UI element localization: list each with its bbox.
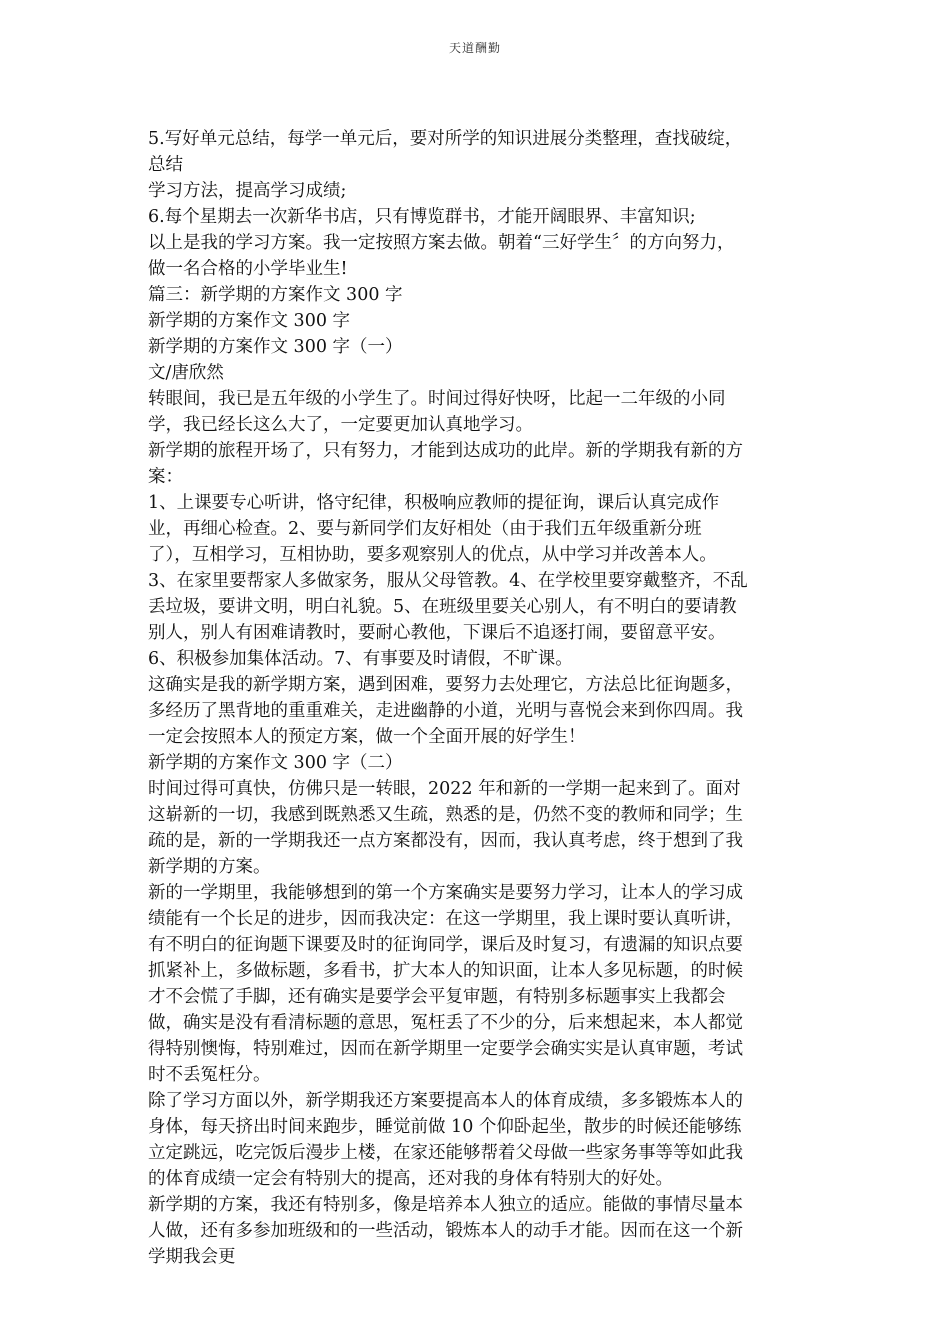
text-line: 时不丢冤枉分。 — [148, 1065, 271, 1085]
text-line: 新学期的方案作文 300 字（二） — [148, 753, 403, 773]
text-line: 新学期的方案。 — [148, 857, 271, 877]
page-header: 天道酬勤 — [448, 41, 501, 55]
text-line: 做一名合格的小学毕业生! — [148, 259, 348, 279]
text-line: 以上是我的学习方案。我一定按照方案去做。朝着“三好学生〞的方向努力， — [148, 233, 735, 253]
text-line: 抓紧补上，多做标题，多看书，扩大本人的知识面，让本人多见标题，的时候 — [148, 961, 743, 981]
text-line: 1、上课要专心听讲，恪守纪律，积极响应教师的提征询，课后认真完成作 — [148, 493, 720, 513]
text-line: 疏的是，新的一学期我还一点方案都没有，因而，我认真考虑，终于想到了我 — [148, 831, 743, 851]
text-line: 新学期的旅程开场了，只有努力，才能到达成功的此岸。新的学期我有新的方 — [148, 441, 743, 461]
text-line: 新学期的方案作文 300 字 — [148, 311, 351, 331]
text-line: 身体，每天挤出时间来跑步，睡觉前做 10 个仰卧起坐，散步的时候还能够练 — [148, 1117, 742, 1137]
text-line: 5.写好单元总结，每学一单元后，要对所学的知识进展分类整理，查找破绽， — [148, 129, 743, 149]
text-line: 这确实是我的新学期方案，遇到困难，要努力去处理它，方法总比征询题多， — [148, 675, 743, 695]
text-line: 有不明白的征询题下课要及时的征询同学，课后及时复习，有遗漏的知识点要 — [148, 935, 743, 955]
text-line: 多经历了黑背地的重重难关，走进幽静的小道，光明与喜悦会来到你四周。我 — [148, 701, 743, 721]
text-line: 绩能有一个长足的进步，因而我决定：在这一学期里，我上课时要认真听讲， — [148, 909, 743, 929]
text-line: 篇三：新学期的方案作文 300 字 — [148, 285, 403, 305]
text-line: 学习方法，提高学习成绩; — [148, 181, 347, 201]
text-line: 除了学习方面以外，新学期我还方案要提高本人的体育成绩，多多锻炼本人的 — [148, 1091, 743, 1111]
text-line: 这崭新的一切，我感到既熟悉又生疏，熟悉的是，仍然不变的教师和同学；生 — [148, 805, 743, 825]
text-line: 时间过得可真快，仿佛只是一转眼，2022 年和新的一学期一起来到了。面对 — [148, 779, 741, 799]
text-line: 才不会慌了手脚，还有确实是要学会平复审题，有特别多标题事实上我都会 — [148, 987, 726, 1007]
text-line: 一定会按照本人的预定方案，做一个全面开展的好学生！ — [148, 727, 586, 747]
text-line: 得特别懊悔，特别难过，因而在新学期里一定要学会确实实是认真审题，考试 — [148, 1039, 743, 1059]
text-line: 6、积极参加集体活动。7、有事要及时请假，不旷课。 — [148, 649, 573, 669]
text-line: 新的一学期里，我能够想到的第一个方案确实是要努力学习，让本人的学习成 — [148, 883, 743, 903]
text-line: 总结 — [148, 155, 183, 175]
text-line: 了），互相学习，互相协助，要多观察别人的优点，从中学习并改善本人。 — [148, 545, 717, 565]
text-line: 丢垃圾，要讲文明，明白礼貌。5、在班级里要关心别人，有不明白的要请教 — [148, 597, 737, 617]
text-line: 学期我会更 — [148, 1247, 236, 1267]
text-line: 新学期的方案作文 300 字（一） — [148, 337, 403, 357]
text-line: 人做，还有多参加班级和的一些活动，锻炼本人的动手才能。因而在这一个新 — [148, 1221, 743, 1241]
text-line: 业，再细心检查。2、要与新同学们友好相处（由于我们五年级重新分班 — [148, 519, 702, 539]
text-line: 立定跳远，吃完饭后漫步上楼，在家还能够帮着父母做一些家务事等等如此我 — [148, 1143, 743, 1163]
text-line: 别人，别人有困难请教时，要耐心教他，下课后不追逐打闹，要留意平安。 — [148, 623, 726, 643]
text-line: 学，我已经长这么大了，一定要更加认真地学习。 — [148, 415, 533, 435]
text-line: 文/唐欣然 — [148, 363, 224, 383]
text-line: 做，确实是没有看清标题的意思，冤枉丢了不少的分，后来想起来，本人都觉 — [148, 1013, 743, 1033]
text-line: 3、在家里要帮家人多做家务，服从父母管教。4、在学校里要穿戴整齐，不乱 — [148, 571, 748, 591]
text-line: 的体育成绩一定会有特别大的提高，还对我的身体有特别大的好处。 — [148, 1169, 673, 1189]
text-line: 新学期的方案，我还有特别多，像是培养本人独立的适应。能做的事情尽量本 — [148, 1195, 743, 1215]
text-line: 案： — [148, 467, 183, 487]
text-line: 转眼间，我已是五年级的小学生了。时间过得好快呀，比起一二年级的小同 — [148, 389, 726, 409]
document-body — [148, 126, 804, 1270]
text-line: 6.每个星期去一次新华书店，只有博览群书，才能开阔眼界、丰富知识; — [148, 207, 696, 227]
